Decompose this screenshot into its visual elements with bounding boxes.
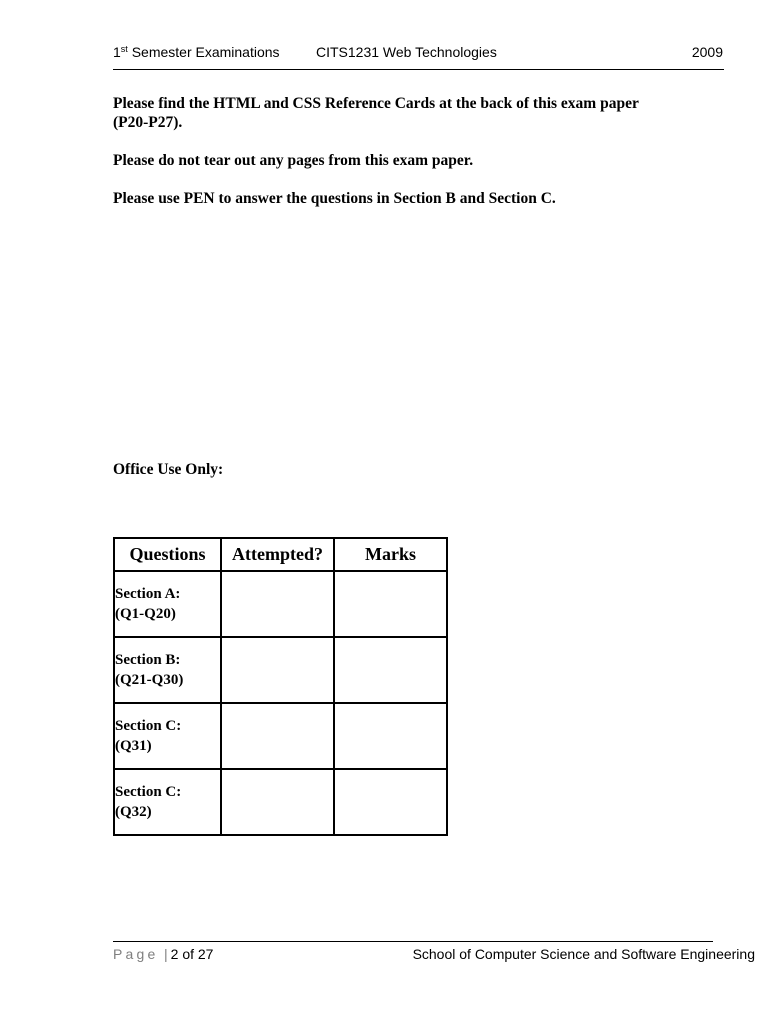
row-label xyxy=(114,571,221,637)
footer-divider xyxy=(113,941,713,942)
marks-cell xyxy=(334,703,447,769)
page-footer xyxy=(113,946,763,966)
row-label xyxy=(114,703,221,769)
marks-table xyxy=(113,537,448,836)
attempted-cell xyxy=(221,571,334,637)
marks-cell xyxy=(334,637,447,703)
column-header-questions: Questions xyxy=(114,538,221,571)
column-header-marks: Marks xyxy=(334,538,447,571)
office-use-label: Office Use Only: xyxy=(113,461,224,478)
question-range: (Q32) xyxy=(115,804,152,820)
header-divider xyxy=(113,69,724,70)
table-row xyxy=(114,703,447,769)
page-header xyxy=(113,44,723,66)
question-range: (Q31) xyxy=(115,738,152,754)
instruction-reference-cards: Please find the HTML and CSS Reference Cards at the back of this exam paper (P20-P27). xyxy=(113,95,639,131)
instruction-use-pen: Please use PEN to answer the questions in Section B and Section C. xyxy=(113,190,556,207)
semester-label xyxy=(113,44,280,60)
section-name: Section C: xyxy=(115,718,182,734)
course-title: CITS1231 Web Technologies xyxy=(316,44,497,60)
row-label xyxy=(114,637,221,703)
page-number xyxy=(164,946,213,962)
semester-text: Semester Examinations xyxy=(131,44,280,60)
attempted-cell xyxy=(221,703,334,769)
semester-number: 1 xyxy=(113,44,121,60)
section-name: Section C: xyxy=(115,784,182,800)
row-label xyxy=(114,769,221,835)
question-range: (Q21-Q30) xyxy=(115,672,184,688)
page-word: Page xyxy=(113,946,159,962)
attempted-cell xyxy=(221,637,334,703)
table-row xyxy=(114,769,447,835)
column-header-attempted: Attempted? xyxy=(221,538,334,571)
table-row xyxy=(114,637,447,703)
table-header-row xyxy=(114,538,447,571)
semester-ordinal: st xyxy=(120,44,128,54)
marks-cell xyxy=(334,769,447,835)
section-name: Section A: xyxy=(115,586,181,602)
table-row xyxy=(114,571,447,637)
attempted-cell xyxy=(221,769,334,835)
exam-year: 2009 xyxy=(691,44,723,60)
question-range: (Q1-Q20) xyxy=(115,606,176,622)
instruction-no-tear: Please do not tear out any pages from this exam paper. xyxy=(113,152,474,169)
section-name: Section B: xyxy=(115,652,181,668)
school-name: School of Computer Science and Software Engineering xyxy=(412,946,755,962)
instructions xyxy=(113,94,673,227)
marks-cell xyxy=(334,571,447,637)
page-number-text: 2 of 27 xyxy=(170,946,214,962)
footer-separator: | xyxy=(164,946,168,962)
